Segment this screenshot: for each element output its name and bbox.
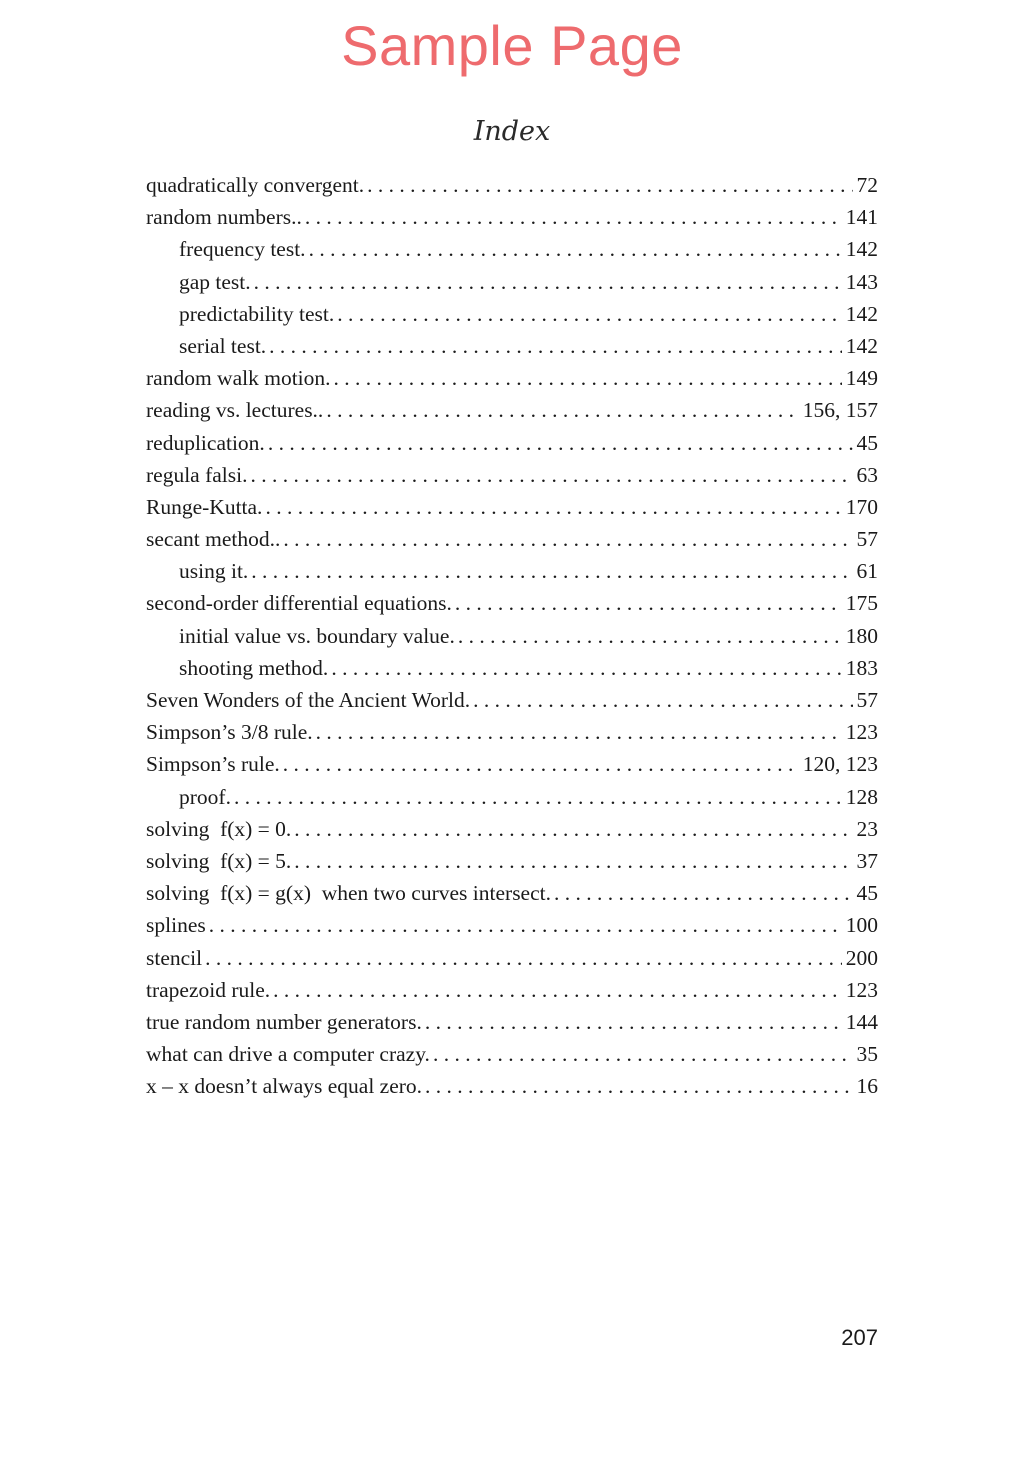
index-entry [146,748,878,780]
index-page-reference: 37 [856,848,878,873]
index-term: random walk motion. [146,366,331,391]
index-term: shooting method. [179,655,329,680]
dot-leader [455,587,842,619]
index-page-reference: 142 [845,333,878,358]
index-entry [146,1070,878,1102]
index-term: secant method.. [146,527,281,552]
dot-leader [273,974,842,1006]
index-term: stencil [146,945,203,970]
index-term: second-order differential equations. [146,591,452,616]
index-entry [146,813,878,845]
index-entry [146,974,878,1006]
index-subentry [146,781,878,813]
index-entry [146,909,878,941]
index-page-reference: 61 [856,559,878,584]
index-page-reference: 200 [845,945,878,970]
dot-leader [265,491,841,523]
dot-leader [367,169,852,201]
index-term: Simpson’s rule. [146,752,280,777]
dot-leader [473,684,852,716]
index-page-reference: 63 [856,462,878,487]
index-page-reference: 45 [856,881,878,906]
index-entry [146,394,878,426]
index-subentry [146,298,878,330]
index-term: trapezoid rule. [146,977,271,1002]
index-entry [146,427,878,459]
dot-leader [294,845,852,877]
dot-leader [234,781,842,813]
index-term: reduplication. [146,430,265,455]
index-term: what can drive a computer crazy. [146,1042,430,1067]
index-term: serial test. [179,333,267,358]
dot-leader [251,459,853,491]
sample-page-watermark: Sample Page [341,14,683,77]
index-entry [146,845,878,877]
index-page-reference: 57 [856,527,878,552]
dot-leader [294,813,852,845]
index-term: Runge-Kutta. [146,494,263,519]
dot-leader [269,330,842,362]
dot-leader [251,555,852,587]
index-page-reference: 35 [856,1042,878,1067]
index-term: splines [146,913,206,938]
dot-leader [458,620,842,652]
index-page-reference: 156, 157 [802,398,878,423]
index-term: solving f(x) = 0. [146,816,292,841]
index-entry-list [146,169,878,1102]
index-entry [146,684,878,716]
index-subentry [146,652,878,684]
index-subentry [146,620,878,652]
index-entry [146,716,878,748]
page-number: 207 [841,1325,878,1350]
index-page-reference: 149 [845,366,878,391]
index-entry [146,1006,878,1038]
index-page-reference: 23 [856,816,878,841]
dot-leader [334,362,842,394]
dot-leader [316,716,842,748]
index-page-reference: 180 [845,623,878,648]
index-heading: Index [473,116,551,147]
index-term: random numbers.. [146,205,302,230]
index-page-reference: 45 [856,430,878,455]
index-page-reference: 120, 123 [802,752,878,777]
index-page-reference: 72 [856,173,878,197]
dot-leader [433,1038,853,1070]
index-entry [146,877,878,909]
index-term: solving f(x) = 5. [146,848,292,873]
index-term: regula falsi. [146,462,248,487]
index-entry [146,587,878,619]
index-entry [146,169,878,201]
index-page-reference: 170 [845,494,878,519]
index-subentry [146,233,878,265]
index-term: Seven Wonders of the Ancient World. [146,688,471,712]
dot-leader [425,1006,842,1038]
index-term: x – x doesn’t always equal zero. [146,1074,423,1099]
dot-leader [268,427,853,459]
index-page-reference: 142 [845,237,878,262]
index-subentry [146,330,878,362]
index-page-reference: 183 [845,655,878,680]
index-term: using it. [179,559,249,584]
index-term: solving f(x) = g(x) when two curves intersect. [146,881,551,906]
index-term: initial value vs. boundary value. [179,623,455,648]
index-term: gap test. [179,269,251,294]
index-page-reference: 128 [845,784,878,809]
index-page-reference: 16 [856,1074,878,1099]
index-entry [146,362,878,394]
dot-leader [554,877,853,909]
index-term: reading vs. lectures.. [146,398,324,423]
index-entry [146,491,878,523]
dot-leader [425,1070,852,1102]
index-subentry [146,266,878,298]
dot-leader [305,201,842,233]
dot-leader [337,298,842,330]
index-term: quadratically convergent. [146,173,365,197]
dot-leader [209,909,842,941]
index-entry [146,523,878,555]
index-entry [146,459,878,491]
index-term: frequency test. [179,237,306,262]
dot-leader [205,942,842,974]
index-page-reference: 57 [856,688,878,712]
index-entry [146,1038,878,1070]
dot-leader [254,266,842,298]
index-page-reference: 141 [845,205,878,230]
index-term: predictability test. [179,301,335,326]
dot-leader [331,652,841,684]
index-page-reference: 123 [845,720,878,745]
index-page-reference: 144 [845,1009,878,1034]
index-page-reference: 175 [845,591,878,616]
index-subentry [146,555,878,587]
dot-leader [283,748,799,780]
dot-leader [326,394,798,426]
index-page-reference: 142 [845,301,878,326]
index-term: true random number generators. [146,1009,422,1034]
index-page-reference: 100 [845,913,878,938]
index-term: proof. [179,784,231,809]
dot-leader [309,233,842,265]
dot-leader [283,523,852,555]
index-entry [146,201,878,233]
index-page-reference: 123 [845,977,878,1002]
index-term: Simpson’s 3/8 rule. [146,720,313,745]
index-page-reference: 143 [845,269,878,294]
index-entry [146,942,878,974]
